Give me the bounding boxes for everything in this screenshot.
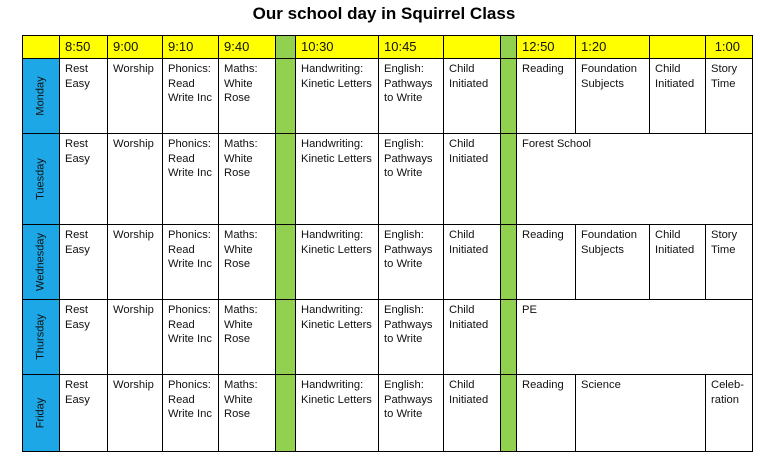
- lesson-cell: Rest Easy: [60, 225, 108, 300]
- lesson-cell: Worship: [108, 225, 163, 300]
- lesson-cell: Story Time: [706, 59, 753, 134]
- lesson-cell: English: Pathways to Write: [379, 375, 444, 452]
- lesson-cell: Phonics: Read Write Inc: [163, 134, 219, 225]
- lunch-cell: [501, 300, 517, 375]
- lesson-cell: Child Initiated: [444, 375, 501, 452]
- lesson-cell: Maths: White Rose: [219, 225, 276, 300]
- lesson-cell: Celeb-ration: [706, 375, 753, 452]
- day-label: Wednesday: [23, 225, 60, 300]
- lesson-cell: Child Initiated: [444, 59, 501, 134]
- break-cell: [276, 225, 296, 300]
- lesson-cell: PE: [517, 300, 753, 375]
- lesson-cell: Handwriting: Kinetic Letters: [296, 225, 379, 300]
- header-corner: [23, 36, 60, 59]
- lesson-cell: Rest Easy: [60, 300, 108, 375]
- lesson-cell: Phonics: Read Write Inc: [163, 59, 219, 134]
- lunch-cell: [501, 59, 517, 134]
- day-label: Friday: [23, 375, 60, 452]
- lesson-cell: Reading: [517, 375, 576, 452]
- lesson-cell: Worship: [108, 300, 163, 375]
- break-cell: [276, 59, 296, 134]
- time-slot: 9:00: [108, 36, 163, 59]
- time-header-row: [23, 36, 753, 59]
- lesson-cell: Maths: White Rose: [219, 300, 276, 375]
- lunch-column-header: [501, 36, 517, 59]
- day-row-wednesday: [23, 225, 753, 300]
- lesson-cell: Worship: [108, 134, 163, 225]
- lesson-cell: Reading: [517, 59, 576, 134]
- lunch-cell: [501, 225, 517, 300]
- lesson-cell: Maths: White Rose: [219, 134, 276, 225]
- time-slot: 10:30: [296, 36, 379, 59]
- time-slot: 8:50: [60, 36, 108, 59]
- lunch-cell: [501, 375, 517, 452]
- lesson-cell: English: Pathways to Write: [379, 134, 444, 225]
- lesson-cell: Handwriting: Kinetic Letters: [296, 300, 379, 375]
- day-row-tuesday: [23, 134, 753, 225]
- lesson-cell: Phonics: Read Write Inc: [163, 225, 219, 300]
- lesson-cell: Handwriting: Kinetic Letters: [296, 59, 379, 134]
- lesson-cell: Child Initiated: [650, 225, 706, 300]
- lesson-cell: Worship: [108, 59, 163, 134]
- day-row-friday: [23, 375, 753, 452]
- lesson-cell: Reading: [517, 225, 576, 300]
- day-row-thursday: [23, 300, 753, 375]
- lesson-cell: Foundation Subjects: [576, 59, 650, 134]
- lesson-cell: Maths: White Rose: [219, 59, 276, 134]
- lesson-cell: Rest Easy: [60, 59, 108, 134]
- lesson-cell: English: Pathways to Write: [379, 225, 444, 300]
- lesson-cell: Child Initiated: [650, 59, 706, 134]
- lesson-cell: Science: [576, 375, 706, 452]
- lesson-cell: Child Initiated: [444, 300, 501, 375]
- lesson-cell: Maths: White Rose: [219, 375, 276, 452]
- break-cell: [276, 300, 296, 375]
- lesson-cell: Rest Easy: [60, 134, 108, 225]
- time-slot: [444, 36, 501, 59]
- time-slot: 9:10: [163, 36, 219, 59]
- day-label: Tuesday: [23, 134, 60, 225]
- lesson-cell: Forest School: [517, 134, 753, 225]
- lesson-cell: Phonics: Read Write Inc: [163, 375, 219, 452]
- lesson-cell: Child Initiated: [444, 225, 501, 300]
- lesson-cell: English: Pathways to Write: [379, 59, 444, 134]
- lesson-cell: Child Initiated: [444, 134, 501, 225]
- lesson-cell: Story Time: [706, 225, 753, 300]
- lesson-cell: Worship: [108, 375, 163, 452]
- lesson-cell: Handwriting: Kinetic Letters: [296, 134, 379, 225]
- lesson-cell: Rest Easy: [60, 375, 108, 452]
- lunch-cell: [501, 134, 517, 225]
- lesson-cell: Foundation Subjects: [576, 225, 650, 300]
- break-cell: [276, 375, 296, 452]
- day-label: Monday: [23, 59, 60, 134]
- lesson-cell: Handwriting: Kinetic Letters: [296, 375, 379, 452]
- time-slot: 9:40: [219, 36, 276, 59]
- time-slot: 1:20: [576, 36, 650, 59]
- lesson-cell: Phonics: Read Write Inc: [163, 300, 219, 375]
- page-title: Our school day in Squirrel Class: [252, 4, 516, 23]
- lesson-cell: English: Pathways to Write: [379, 300, 444, 375]
- break-cell: [276, 134, 296, 225]
- time-slot: [650, 36, 706, 59]
- time-slot: 1:00: [706, 36, 753, 59]
- day-row-monday: [23, 59, 753, 134]
- timetable: [22, 35, 753, 452]
- time-slot: 12:50: [517, 36, 576, 59]
- time-slot: 10:45: [379, 36, 444, 59]
- break-column-header: [276, 36, 296, 59]
- day-label: Thursday: [23, 300, 60, 375]
